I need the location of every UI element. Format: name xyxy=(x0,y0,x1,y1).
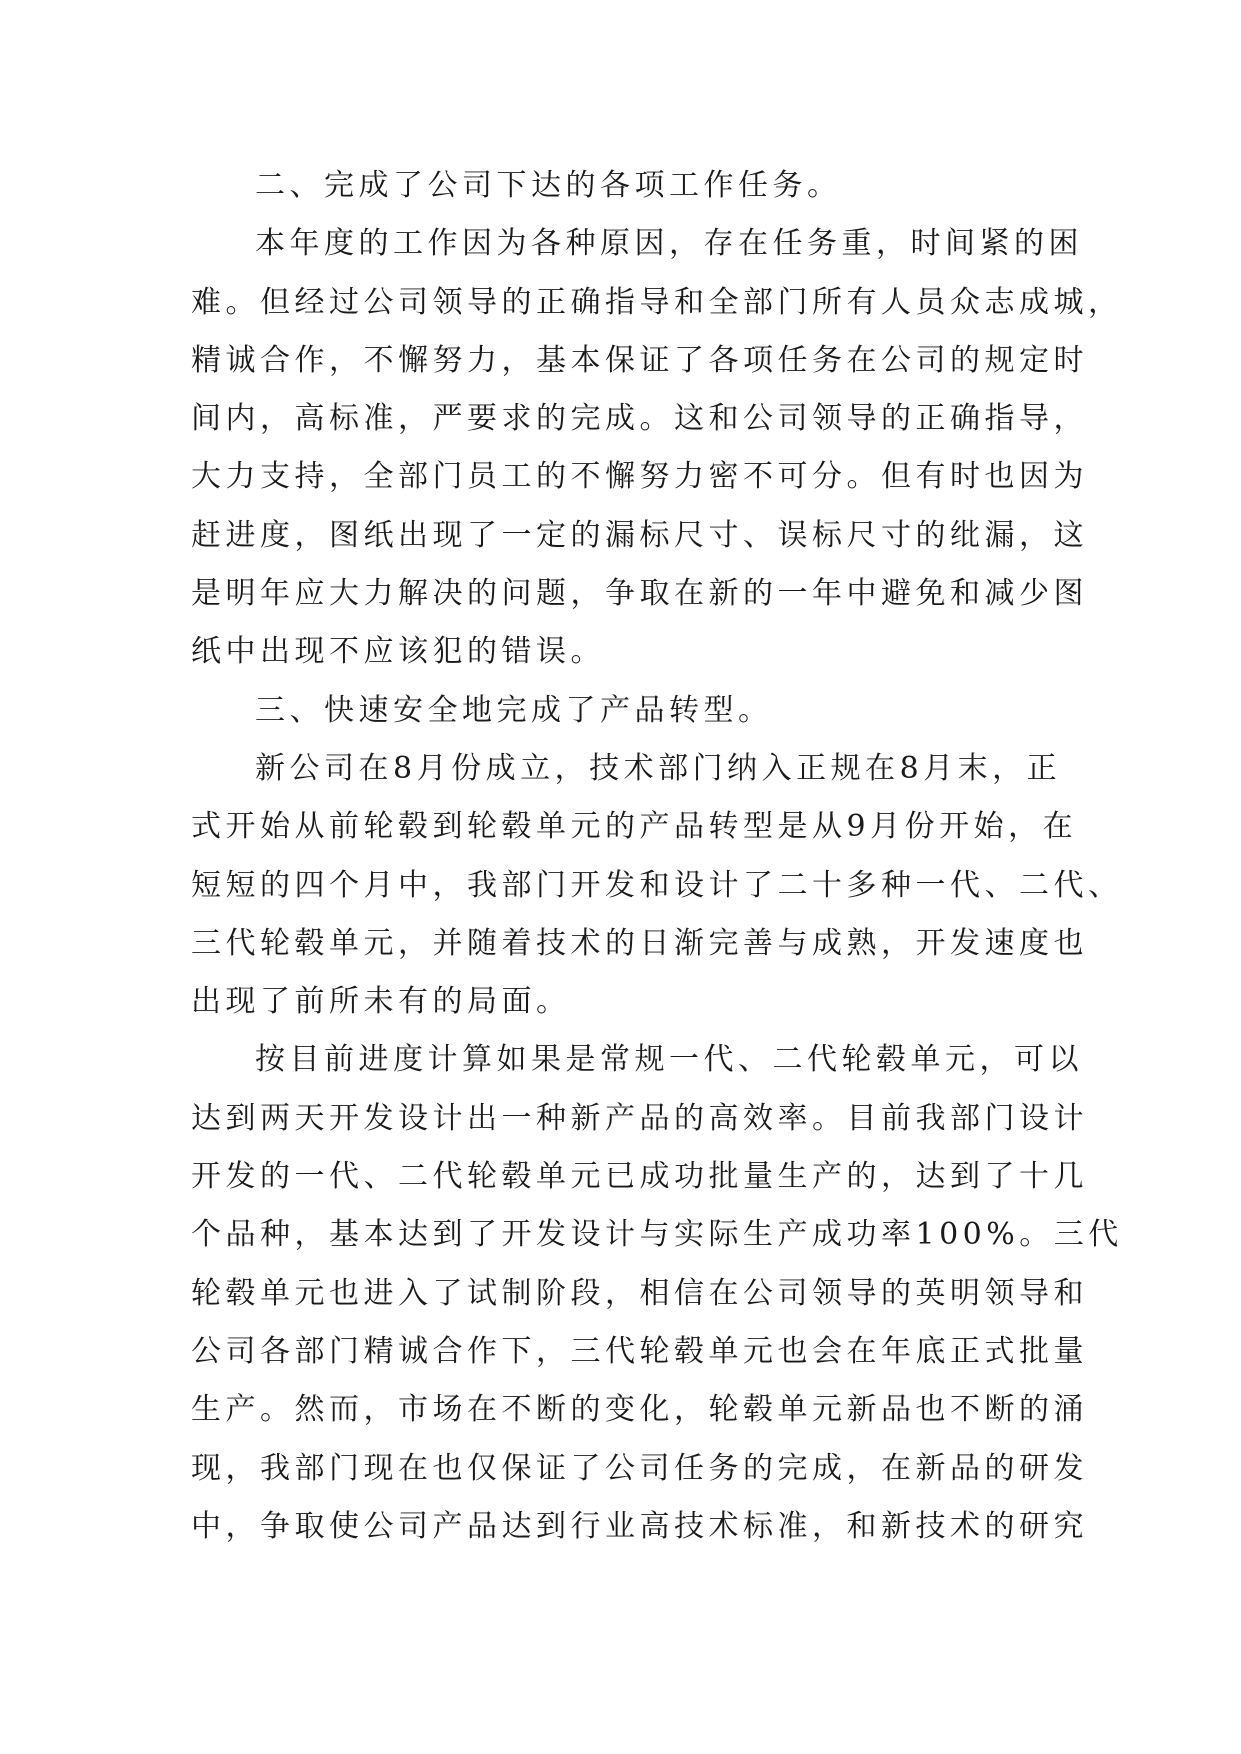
paragraph-line: 短短的四个月中，我部门开发和设计了二十多种一代、二代、 xyxy=(191,867,1123,903)
paragraph-line: 本年度的工作因为各种原因，存在任务重，时间紧的困 xyxy=(255,226,1083,262)
paragraph-line: 生产。然而，市场在不断的变化，轮毂单元新品也不断的涌 xyxy=(191,1392,1088,1428)
paragraph-line: 开发的一代、二代轮毂单元已成功批量生产的，达到了十几 xyxy=(191,1159,1088,1195)
paragraph-line: 个品种，基本达到了开发设计与实际生产成功率100%。三代 xyxy=(191,1217,1123,1253)
body-text xyxy=(191,157,1123,1556)
paragraph-line: 按目前进度计算如果是常规一代、二代轮毂单元，可以 xyxy=(255,1042,1083,1078)
section-heading-3: 三、快速安全地完成了产品转型。 xyxy=(255,692,773,728)
paragraph-line: 中，争取使公司产品达到行业高技术标准，和新技术的研究 xyxy=(191,1508,1088,1544)
paragraph-line: 出现了前所未有的局面。 xyxy=(191,984,571,1020)
paragraph-line: 式开始从前轮毂到轮毂单元的产品转型是从9月份开始，在 xyxy=(191,809,1078,845)
paragraph-line: 纸中出现不应该犯的错误。 xyxy=(191,634,605,670)
paragraph-line: 间内，高标准，严要求的完成。这和公司领导的正确指导， xyxy=(191,401,1088,437)
paragraph-line: 精诚合作，不懈努力，基本保证了各项任务在公司的规定时 xyxy=(191,342,1088,378)
paragraph-line: 是明年应大力解决的问题，争取在新的一年中避免和减少图 xyxy=(191,576,1088,612)
paragraph-line: 轮毂单元也进入了试制阶段，相信在公司领导的英明领导和 xyxy=(191,1275,1088,1311)
paragraph-line: 赶进度，图纸出现了一定的漏标尺寸、误标尺寸的纰漏，这 xyxy=(191,517,1088,553)
paragraph-line: 大力支持，全部门员工的不懈努力密不可分。但有时也因为 xyxy=(191,459,1088,495)
paragraph-line: 三代轮毂单元，并随着技术的日渐完善与成熟，开发速度也 xyxy=(191,925,1088,961)
paragraph-line: 公司各部门精诚合作下，三代轮毂单元也会在年底正式批量 xyxy=(191,1333,1088,1369)
paragraph-line: 难。但经过公司领导的正确指导和全部门所有人员众志成城， xyxy=(191,284,1123,320)
section-heading-2: 二、完成了公司下达的各项工作任务。 xyxy=(255,168,842,203)
paragraph-line: 达到两天开发设计出一种新产品的高效率。目前我部门设计 xyxy=(191,1100,1088,1136)
paragraph-line: 新公司在8月份成立，技术部门纳入正规在8月末，正 xyxy=(255,750,1062,786)
paragraph-line: 现，我部门现在也仅保证了公司任务的完成，在新品的研发 xyxy=(191,1450,1088,1486)
